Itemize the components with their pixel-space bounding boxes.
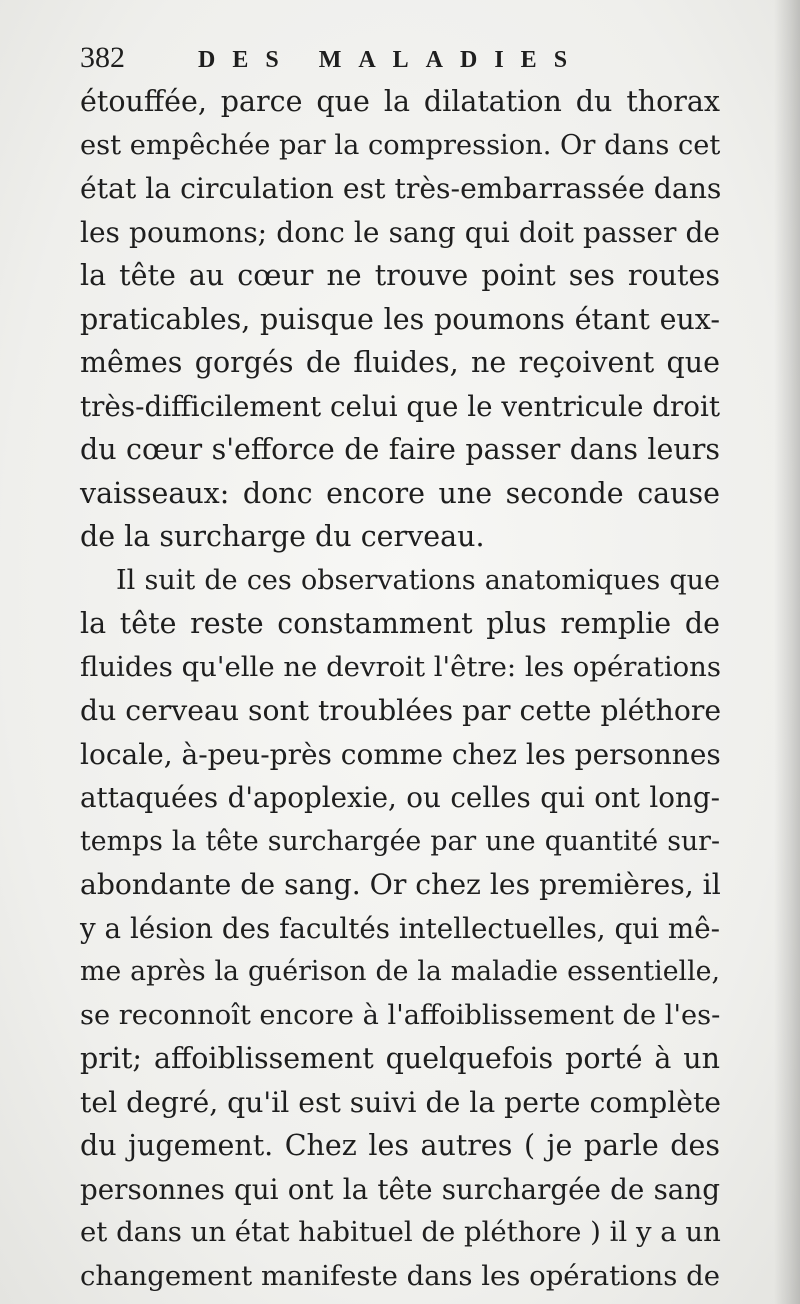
text-line: et dans un état habituel de pléthore ) il y a un xyxy=(80,1216,721,1248)
text-line: locale, à-peu-près comme chez les personnes xyxy=(80,737,721,771)
text-line: de la surcharge du cerveau. xyxy=(80,520,485,553)
text-line: très-difficilement celui que le ventricule droit xyxy=(80,389,720,423)
text-line: Il suit de ces observations anatomiques que xyxy=(116,564,720,596)
text-line: du cœur s'efforce de faire passer dans leurs xyxy=(80,433,720,466)
text-line: étouffée, parce que la dilatation du thorax xyxy=(80,85,720,118)
text-line: la tête reste constamment plus remplie de xyxy=(80,607,720,640)
text-line: du cerveau sont troublées par cette pléthore xyxy=(80,694,722,727)
body-text xyxy=(80,80,720,1298)
text-line: les poumons; donc le sang qui doit passer de xyxy=(80,215,720,249)
text-line: personnes qui ont la tête surchargée de sang xyxy=(80,1172,720,1206)
text-line: attaquées d'apoplexie, ou celles qui ont long- xyxy=(80,781,720,814)
text-line: y a lésion des facultés intellectuelles, qui mê- xyxy=(80,911,720,945)
text-line: se reconnoît encore à l'affoiblissement de l'es- xyxy=(80,999,721,1031)
page-edge-shadow xyxy=(774,0,800,1304)
text-line: me après la guérison de la maladie essentielle, xyxy=(80,956,720,987)
text-line: abondante de sang. Or chez les premières, il xyxy=(80,868,721,901)
running-head xyxy=(80,38,720,82)
text-line: temps la tête surchargée par une quantité sur- xyxy=(80,825,720,857)
text-line: prit; affoiblissement quelquefois porté à un xyxy=(80,1042,720,1075)
text-line: état la circulation est très-embarrassée dans xyxy=(80,172,722,205)
text-line: tel degré, qu'il est suivi de la perte complète xyxy=(80,1085,722,1119)
text-line: vaisseaux: donc encore une seconde cause xyxy=(80,476,720,510)
text-line: fluides qu'elle ne devroit l'être: les opérations xyxy=(80,650,721,683)
text-line: changement manifeste dans les opérations de xyxy=(80,1259,720,1292)
text-line: praticables, puisque les poumons étant eux- xyxy=(80,302,720,336)
text-line: la tête au cœur ne trouve point ses routes xyxy=(80,259,720,292)
text-line: du jugement. Chez les autres ( je parle des xyxy=(80,1129,720,1162)
running-title: DES MALADIES xyxy=(198,47,585,73)
page-number: 382 xyxy=(80,41,125,74)
text-line: mêmes gorgés de fluides, ne reçoivent que xyxy=(80,346,720,379)
text-line: est empêchée par la compression. Or dans cet xyxy=(80,129,721,161)
